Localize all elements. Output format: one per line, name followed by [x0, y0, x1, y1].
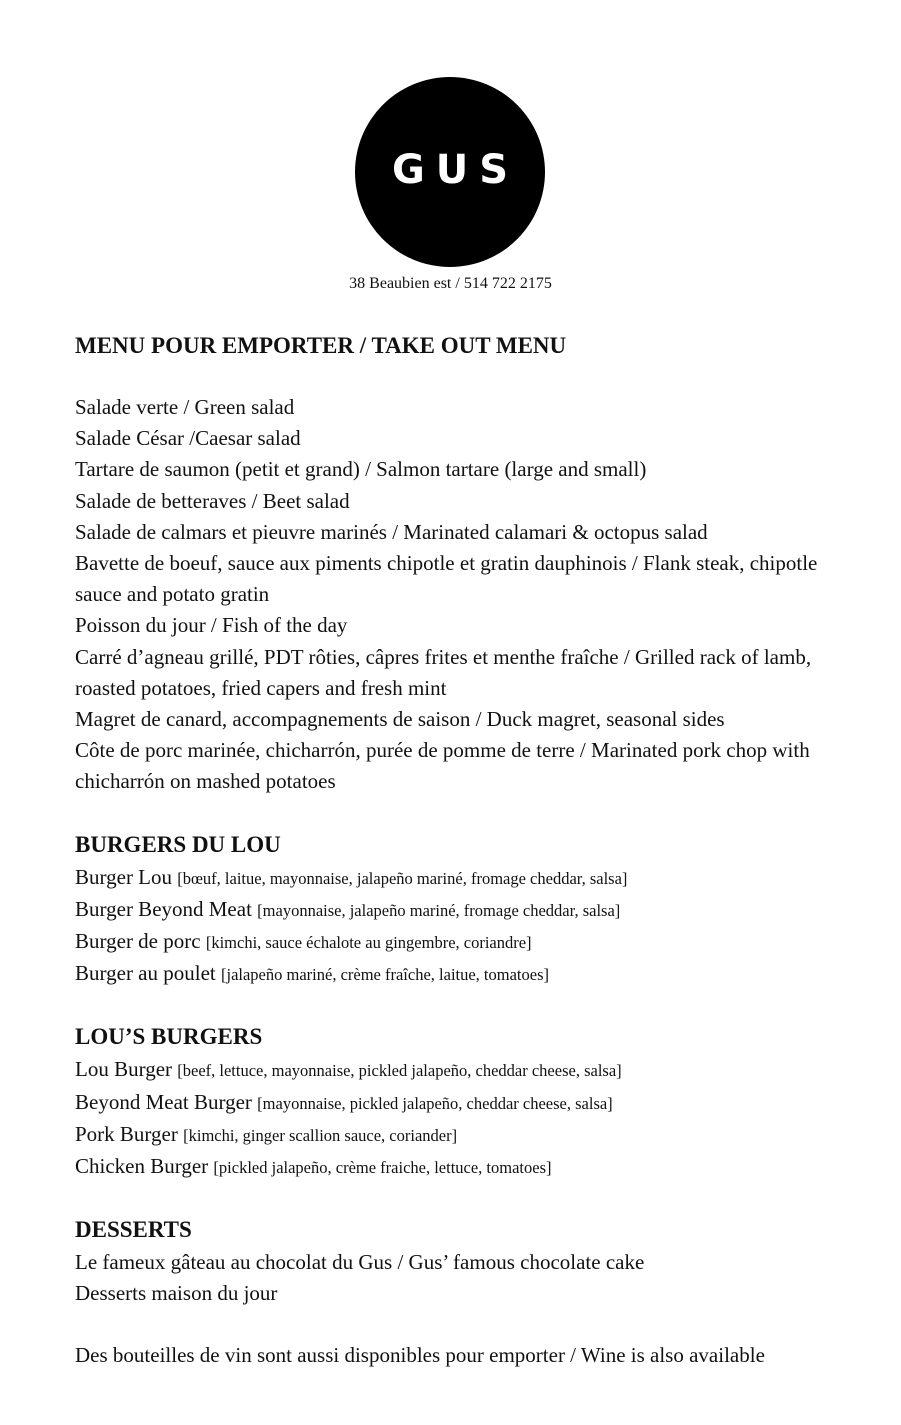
burger-item: [75, 1151, 835, 1183]
burger-name: Burger au poulet: [75, 961, 216, 986]
dessert-item: Le fameux gâteau au chocolat du Gus / Gus’ famous chocolate cake: [75, 1250, 645, 1275]
desserts-list: [75, 1247, 835, 1309]
menu-item: Tartare de saumon (petit et grand) / Salmon tartare (large and small): [75, 457, 647, 482]
burger-description: [mayonnaise, pickled jalapeño, cheddar cheese, salsa]: [257, 1093, 613, 1113]
menu-item: Bavette de boeuf, sauce aux piments chipotle et gratin dauphinois / Flank steak, chipotle sauce and potato gratin: [75, 551, 818, 607]
burger-name: Pork Burger: [75, 1121, 178, 1146]
dessert-item: Desserts maison du jour: [75, 1281, 278, 1306]
restaurant-address: 38 Beaubien est / 514 722 2175: [349, 275, 552, 292]
menu-title: MENU POUR EMPORTER / TAKE OUT MENU: [75, 333, 567, 358]
menu-item: Salade de betteraves / Beet salad: [75, 488, 350, 513]
burger-description: [kimchi, ginger scallion sauce, coriander]: [183, 1125, 458, 1145]
burgers-en-list: [75, 1054, 835, 1183]
burger-name: Burger Beyond Meat: [75, 896, 252, 921]
burger-description: [beef, lettuce, mayonnaise, pickled jalapeño, cheddar cheese, salsa]: [177, 1061, 622, 1081]
menu-item: Carré d’agneau grillé, PDT rôties, câpres frites et menthe fraîche / Grilled rack of lamb, roasted potatoes, fried capers and fresh mint: [75, 644, 812, 700]
menu-item: Poisson du jour / Fish of the day: [75, 613, 348, 638]
burger-item: [75, 958, 835, 990]
gus-logo: [355, 77, 545, 267]
menu-content: [75, 329, 835, 1371]
burger-item: [75, 926, 835, 958]
burger-item: [75, 1054, 835, 1086]
burger-description: [bœuf, laitue, mayonnaise, jalapeño mariné, fromage cheddar, salsa]: [177, 868, 628, 888]
burgers-fr-list: [75, 862, 835, 991]
main-menu-list: [75, 392, 835, 798]
section-heading-burgers-en: LOU’S BURGERS: [75, 1024, 263, 1050]
menu-item: Salade César /Caesar salad: [75, 426, 301, 451]
burger-name: Chicken Burger: [75, 1154, 209, 1179]
menu-item: Côte de porc marinée, chicharrón, purée de pomme de terre / Marinated pork chop with chicharrón on mashed potatoes: [75, 738, 810, 794]
burger-item: [75, 1119, 835, 1151]
burger-description: [jalapeño mariné, crème fraîche, laitue, tomatoes]: [221, 965, 550, 985]
section-heading-desserts: DESSERTS: [75, 1217, 192, 1243]
menu-item: Magret de canard, accompagnements de saison / Duck magret, seasonal sides: [75, 707, 725, 732]
section-heading-burgers-fr: BURGERS DU LOU: [75, 831, 281, 857]
burger-name: Burger de porc: [75, 929, 201, 954]
burger-description: [pickled jalapeño, crème fraiche, lettuce, tomatoes]: [213, 1158, 552, 1178]
burger-description: [kimchi, sauce échalote au gingembre, coriandre]: [205, 933, 532, 953]
burger-item: [75, 1087, 835, 1119]
burger-description: [mayonnaise, jalapeño mariné, fromage cheddar, salsa]: [257, 900, 621, 920]
menu-item: Salade de calmars et pieuvre marinés / Marinated calamari & octopus salad: [75, 519, 708, 544]
wine-note: Des bouteilles de vin sont aussi disponibles pour emporter / Wine is also available: [75, 1342, 765, 1367]
logo-text: GUS: [391, 147, 520, 193]
burger-item: [75, 894, 835, 926]
burger-name: Lou Burger: [75, 1057, 173, 1082]
burger-name: Beyond Meat Burger: [75, 1089, 252, 1114]
burger-item: [75, 862, 835, 894]
menu-item: Salade verte / Green salad: [75, 395, 295, 419]
burger-name: Burger Lou: [75, 864, 173, 889]
